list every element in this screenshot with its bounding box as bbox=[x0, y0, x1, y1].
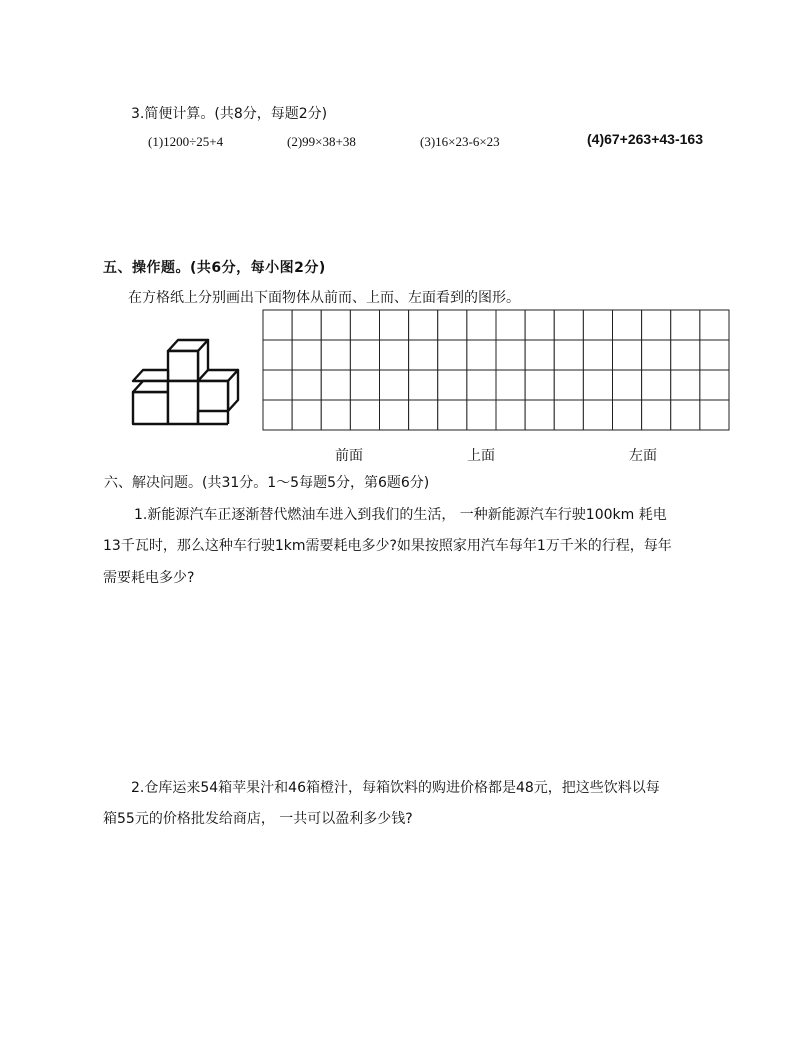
grid-cell[interactable] bbox=[700, 310, 729, 340]
grid-cell[interactable] bbox=[613, 340, 642, 370]
grid-cell[interactable] bbox=[613, 370, 642, 400]
view-label-left: 左面 bbox=[629, 448, 657, 464]
grid-cell[interactable] bbox=[525, 400, 554, 430]
grid-cell[interactable] bbox=[350, 370, 379, 400]
grid-cell[interactable] bbox=[700, 340, 729, 370]
grid-cell[interactable] bbox=[700, 370, 729, 400]
grid-cell[interactable] bbox=[380, 370, 409, 400]
grid-cell[interactable] bbox=[438, 310, 467, 340]
grid-cell[interactable] bbox=[350, 310, 379, 340]
grid-cell[interactable] bbox=[409, 340, 438, 370]
grid-cell[interactable] bbox=[583, 340, 612, 370]
q6-1-line-2: 13千瓦时，那么这种车行驶1km需要耗电多少?如果按照家用汽车每年1万千米的行程，每年 bbox=[103, 538, 672, 554]
q3-item-3: (3)16×23-6×23 bbox=[420, 134, 500, 149]
q6-2-line-2: 箱55元的价格批发给商店， 一共可以盈利多少钱? bbox=[103, 811, 413, 827]
grid-cell[interactable] bbox=[525, 370, 554, 400]
grid-cell[interactable] bbox=[671, 310, 700, 340]
view-label-front: 前面 bbox=[335, 448, 363, 464]
grid-cell[interactable] bbox=[583, 310, 612, 340]
grid-cell[interactable] bbox=[554, 400, 583, 430]
grid-cell[interactable] bbox=[380, 340, 409, 370]
grid-cell[interactable] bbox=[554, 340, 583, 370]
grid-cell[interactable] bbox=[292, 370, 321, 400]
grid-cell[interactable] bbox=[467, 400, 496, 430]
grid-cell[interactable] bbox=[642, 370, 671, 400]
q3-item-2: (2)99×38+38 bbox=[287, 134, 356, 149]
grid-cell[interactable] bbox=[583, 400, 612, 430]
q3-item-1: (1)1200÷25+4 bbox=[148, 134, 224, 149]
grid-cell[interactable] bbox=[554, 310, 583, 340]
grid-cell[interactable] bbox=[263, 400, 292, 430]
drawing-grid[interactable] bbox=[262, 309, 730, 431]
grid-cell[interactable] bbox=[700, 400, 729, 430]
grid-cell[interactable] bbox=[496, 370, 525, 400]
grid-cell[interactable] bbox=[263, 340, 292, 370]
grid-cell[interactable] bbox=[438, 400, 467, 430]
grid-cell[interactable] bbox=[438, 340, 467, 370]
grid-cell[interactable] bbox=[409, 310, 438, 340]
grid-cell[interactable] bbox=[671, 340, 700, 370]
grid-cell[interactable] bbox=[321, 310, 350, 340]
q3-item-4: (4)67+263+43-163 bbox=[587, 131, 703, 147]
grid-cell[interactable] bbox=[409, 400, 438, 430]
grid-cell[interactable] bbox=[321, 400, 350, 430]
grid-cell[interactable] bbox=[409, 370, 438, 400]
section6-title: 六、解决问题。(共31分。1～5每题5分，第6题6分) bbox=[104, 475, 430, 491]
grid-cell[interactable] bbox=[438, 370, 467, 400]
grid-cell[interactable] bbox=[263, 370, 292, 400]
grid-cell[interactable] bbox=[350, 400, 379, 430]
grid-cell[interactable] bbox=[642, 340, 671, 370]
q3-title: 3.简便计算。(共8分，每题2分) bbox=[131, 106, 328, 122]
q6-1-line-1: 1.新能源汽车正逐渐替代燃油车进入到我们的生活， 一种新能源汽车行驶100km 耗电 bbox=[134, 507, 667, 523]
grid-cell[interactable] bbox=[671, 400, 700, 430]
grid-cell[interactable] bbox=[671, 370, 700, 400]
grid-cell[interactable] bbox=[613, 400, 642, 430]
grid-cell[interactable] bbox=[292, 310, 321, 340]
grid-cell[interactable] bbox=[350, 340, 379, 370]
grid-cell[interactable] bbox=[321, 340, 350, 370]
grid-cell[interactable] bbox=[554, 370, 583, 400]
grid-cell[interactable] bbox=[292, 400, 321, 430]
grid-cell[interactable] bbox=[525, 340, 554, 370]
grid-cell[interactable] bbox=[263, 310, 292, 340]
grid-cell[interactable] bbox=[642, 400, 671, 430]
section5-instruction: 在方格纸上分别画出下面物体从前而、上而、左面看到的图形。 bbox=[128, 290, 520, 306]
grid-cell[interactable] bbox=[496, 310, 525, 340]
grid-cell[interactable] bbox=[467, 310, 496, 340]
grid-cell[interactable] bbox=[292, 340, 321, 370]
grid-cell[interactable] bbox=[642, 310, 671, 340]
cube-stack-figure bbox=[124, 334, 244, 428]
grid-cell[interactable] bbox=[467, 340, 496, 370]
section5-title: 五、操作题。(共6分，每小图2分) bbox=[103, 260, 326, 276]
grid-cell[interactable] bbox=[496, 340, 525, 370]
q6-1-line-3: 需要耗电多少? bbox=[103, 570, 195, 586]
q6-2-line-1: 2.仓库运来54箱苹果汁和46箱橙汁，每箱饮料的购进价格都是48元，把这些饮料以每 bbox=[131, 780, 660, 796]
grid-cell[interactable] bbox=[321, 370, 350, 400]
grid-cell[interactable] bbox=[525, 310, 554, 340]
grid-cell[interactable] bbox=[380, 310, 409, 340]
grid-cell[interactable] bbox=[583, 370, 612, 400]
grid-cell[interactable] bbox=[467, 370, 496, 400]
grid-cell[interactable] bbox=[380, 400, 409, 430]
grid-cell[interactable] bbox=[613, 310, 642, 340]
grid-cell[interactable] bbox=[496, 400, 525, 430]
view-label-top: 上面 bbox=[467, 448, 495, 464]
